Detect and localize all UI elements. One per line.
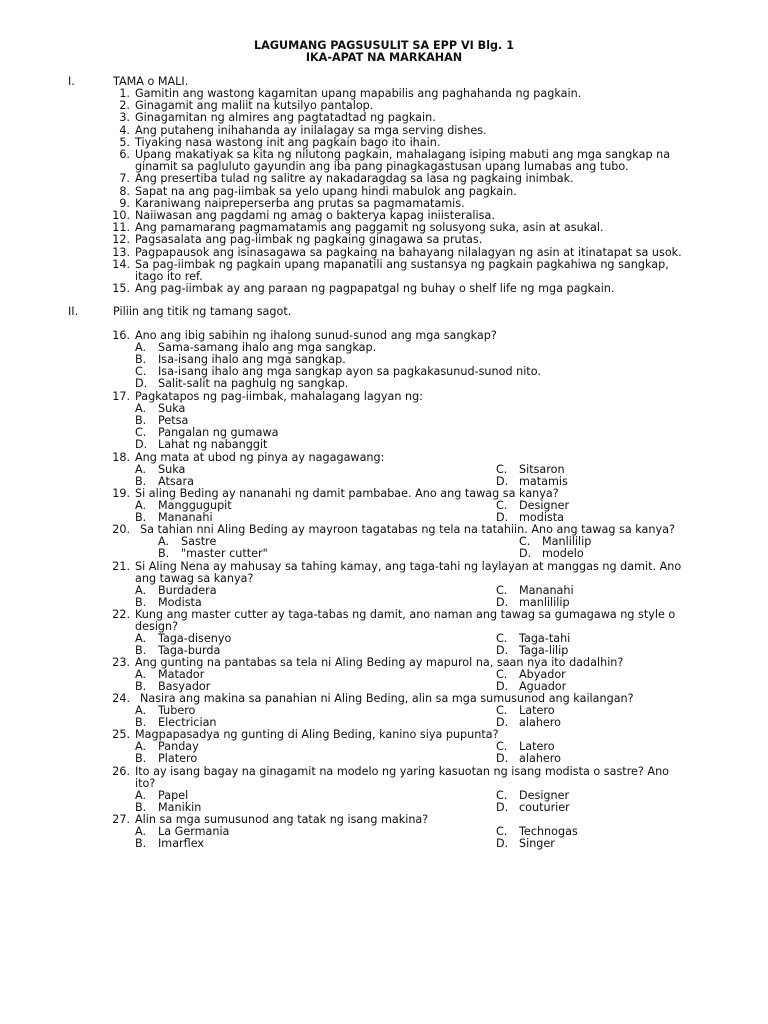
item-text: Naiiwasan ang pagdami ng amag o bakterya kapag iniisteralisa.: [135, 209, 495, 222]
choice-letter: A.: [135, 499, 147, 513]
choice-text: Abyador: [519, 668, 566, 682]
choice-letter: C.: [135, 365, 147, 379]
item-number: 10.: [112, 209, 130, 222]
choice-letter: A.: [135, 740, 147, 754]
item-number: 8.: [119, 184, 130, 198]
choice-letter: A.: [135, 668, 147, 682]
choice-text: Singer: [519, 837, 555, 851]
question-text: Kung ang master cutter ay taga-tabas ng damit, ano naman ang tawag sa gumagawa ng style o: [135, 608, 676, 621]
question-number: 26.: [112, 765, 130, 778]
question-text: Nasira ang makina sa panahian ni Aling Beding, alin sa mga sumusunod ang kailangan?: [140, 692, 634, 705]
question-number: 21.: [112, 560, 130, 573]
choice-letter: A.: [135, 789, 147, 803]
item-number: 6.: [119, 148, 130, 161]
choice-text: Sitsaron: [519, 463, 565, 477]
choice-letter: D.: [135, 377, 148, 391]
choice-text: Manlililip: [542, 535, 592, 549]
choice-text: couturier: [519, 801, 570, 815]
choice-letter: B.: [135, 414, 147, 428]
part-number: I.: [68, 75, 75, 88]
item-text: Pagsasalata ang pag-iimbak ng pagkaing ginagawa sa prutas.: [135, 233, 483, 247]
choice-text: La Germania: [158, 825, 230, 839]
item-number: 4.: [119, 123, 130, 137]
choice-letter: C.: [496, 499, 508, 513]
item-text: Sapat na ang pag-iimbak sa yelo upang hindi mabulok ang pagkain.: [135, 184, 517, 198]
question-text: Si Aling Nena ay mahusay sa tahing kamay, ang taga-tahi ng laylayan at manggas ng damit. Ano: [135, 560, 682, 573]
choice-text: Atsara: [158, 475, 194, 489]
choice-text: Manggugupit: [158, 499, 232, 513]
question-number: 25.: [112, 728, 130, 741]
choice-text: Isa-isang ihalo ang mga sangkap ayon sa pagkakasunud-sunod nito.: [158, 365, 541, 379]
choice-letter: C.: [496, 632, 508, 646]
question-number: 17.: [112, 390, 130, 403]
item-text: Ang putaheng inihahanda ay inilalagay sa mga serving dishes.: [135, 123, 487, 137]
item-number: 7.: [119, 172, 130, 186]
choice-letter: C.: [496, 463, 508, 477]
question-number: 19.: [112, 487, 130, 500]
choice-letter: A.: [158, 535, 170, 549]
choice-letter: B.: [135, 801, 147, 815]
item-text: Ang pamamarang pagmamatamis ang paggamit ng solusyong suka, asin at asukal.: [135, 221, 604, 235]
choice-letter: B.: [158, 547, 170, 561]
part-number: II.: [68, 305, 79, 318]
choice-letter: C.: [135, 426, 147, 440]
choice-letter: D.: [519, 547, 532, 561]
choice-text: Aguador: [519, 680, 567, 694]
choice-text: matamis: [519, 475, 568, 489]
choice-letter: A.: [135, 632, 147, 646]
choice-letter: D.: [496, 752, 509, 766]
choice-text: Basyador: [158, 680, 211, 694]
choice-text: alahero: [519, 752, 561, 766]
choice-text: Mananahi: [519, 584, 574, 598]
question-number: 23.: [112, 656, 130, 669]
choice-text: Imarflex: [158, 837, 205, 851]
item-number: 3.: [119, 111, 130, 125]
choice-letter: C.: [496, 704, 508, 718]
choice-letter: B.: [135, 353, 147, 367]
choice-text: Suka: [158, 402, 186, 416]
choice-text: Platero: [158, 752, 198, 766]
question-text: ang tawag sa kanya?: [135, 572, 254, 586]
question-text: Alin sa mga sumusunod ang tatak ng isang makina?: [135, 813, 429, 826]
item-text: ginamit sa pagluluto gayundin ang iba pang pinagkagastusan upang lumabas ang tubo.: [135, 160, 629, 174]
choice-text: alahero: [519, 716, 561, 730]
choice-letter: A.: [135, 402, 147, 416]
choice-letter: B.: [135, 511, 147, 525]
choice-text: Manikin: [158, 801, 202, 815]
item-text: Ang presertiba tulad ng salitre ay nakadaragdag sa lasa ng pagkaing inimbak.: [135, 172, 574, 186]
question-number: 24.: [112, 692, 130, 705]
part-heading: TAMA o MALI.: [113, 75, 189, 88]
choice-text: Electrician: [158, 716, 217, 730]
item-number: 13.: [112, 245, 130, 259]
choice-letter: D.: [496, 680, 509, 694]
choice-text: Tubero: [158, 704, 196, 718]
choice-letter: B.: [135, 837, 147, 851]
item-number: 14.: [112, 257, 130, 271]
choice-letter: C.: [496, 825, 508, 839]
question-text: Pagkatapos ng pag-iimbak, mahalagang lagyan ng:: [135, 390, 423, 403]
choice-text: Matador: [158, 668, 205, 682]
choice-text: modista: [519, 511, 565, 525]
question-number: 16.: [112, 329, 130, 342]
page-title: LAGUMANG PAGSUSULIT SA EPP VI Blg. 1: [254, 39, 514, 52]
choice-letter: D.: [496, 644, 509, 658]
choice-text: Burdadera: [158, 584, 217, 598]
choice-letter: C.: [496, 668, 508, 682]
choice-text: Pangalan ng gumawa: [158, 426, 279, 440]
choice-text: Modista: [158, 596, 202, 610]
choice-letter: D.: [496, 596, 509, 610]
choice-letter: A.: [135, 704, 147, 718]
question-text: Magpapasadya ng gunting di Aling Beding, kanino siya pupunta?: [135, 728, 499, 741]
choice-letter: C.: [519, 535, 531, 549]
choice-letter: B.: [135, 596, 147, 610]
question-text: Si aling Beding ay nananahi ng damit pambabae. Ano ang tawag sa kanya?: [135, 487, 559, 500]
choice-text: Taga-tahi: [519, 632, 571, 646]
item-text: Sa pag-iimbak ng pagkain upang mapanatili ang sustansya ng pagkain pagkahiwa ng sangkap,: [135, 257, 669, 271]
question-text: Ito ay isang bagay na ginagamit na modelo ng yaring kasuotan ng isang modista o sastre? Ano: [135, 765, 670, 778]
choice-text: Isa-isang ihalo ang mga sangkap.: [158, 353, 346, 367]
choice-letter: B.: [135, 644, 147, 658]
choice-letter: A.: [135, 825, 147, 839]
choice-letter: C.: [496, 789, 508, 803]
question-text: Ano ang ibig sabihin ng ihalong sunud-sunod ang mga sangkap?: [135, 329, 497, 342]
choice-text: Lahat ng nabanggit: [158, 438, 268, 452]
choice-text: Latero: [519, 740, 555, 754]
item-number: 1.: [119, 87, 130, 100]
choice-letter: A.: [135, 584, 147, 598]
choice-letter: D.: [135, 438, 148, 452]
choice-letter: C.: [496, 584, 508, 598]
item-text: Tiyaking nasa wastong init ang pagkain bago ito ihain.: [135, 135, 441, 149]
choice-letter: D.: [496, 511, 509, 525]
choice-text: Sama-samang ihalo ang mga sangkap.: [158, 341, 377, 355]
page-subtitle: IKA-APAT NA MARKAHAN: [305, 51, 463, 64]
item-number: 2.: [119, 99, 130, 113]
choice-text: Taga-lilip: [519, 644, 569, 658]
choice-text: Taga-disenyo: [158, 632, 232, 646]
choice-letter: B.: [135, 752, 147, 766]
choice-text: Salit-salit na paghulg ng sangkap.: [158, 377, 349, 391]
item-text: itago ito ref.: [135, 270, 203, 283]
item-text: Ginagamitan ng almires ang pagtatadtad ng pagkain.: [135, 111, 436, 125]
choice-text: Mananahi: [158, 511, 213, 525]
choice-text: Petsa: [158, 414, 189, 428]
item-number: 12.: [112, 233, 130, 247]
item-text: Upang makatiyak sa kita ng nilutong pagkain, mahalagang isiping mabuti ang mga sangkap na: [135, 148, 671, 161]
choice-letter: D.: [496, 801, 509, 815]
choice-text: Sastre: [181, 535, 217, 549]
item-text: Gamitin ang wastong kagamitan upang mapabilis ang paghahanda ng pagkain.: [135, 87, 582, 100]
choice-letter: A.: [135, 463, 147, 477]
choice-letter: A.: [135, 341, 147, 355]
choice-text: Papel: [158, 789, 189, 803]
choice-text: Designer: [519, 789, 570, 803]
question-number: 27.: [112, 813, 130, 826]
choice-text: Panday: [158, 740, 199, 754]
question-text: Ang mata at ubod ng pinya ay nagagawang:: [135, 451, 385, 464]
question-number: 22.: [112, 608, 130, 621]
choice-text: Latero: [519, 704, 555, 718]
choice-text: Suka: [158, 463, 186, 477]
choice-letter: D.: [496, 837, 509, 851]
question-number: 18.: [112, 451, 130, 464]
choice-text: modelo: [542, 547, 584, 561]
choice-letter: B.: [135, 475, 147, 489]
question-text: design?: [135, 620, 179, 634]
part-heading: Piliin ang titik ng tamang sagot.: [113, 305, 292, 318]
choice-text: Designer: [519, 499, 570, 513]
choice-letter: B.: [135, 680, 147, 694]
choice-text: Taga-burda: [158, 644, 221, 658]
item-number: 5.: [119, 135, 130, 149]
item-number: 11.: [112, 221, 130, 235]
choice-text: Technogas: [519, 825, 578, 839]
choice-letter: C.: [496, 740, 508, 754]
item-text: Pagpapausok ang isinasagawa sa pagkaing na bahayang nilalagyan ng asin at itinatapat sa usok.: [135, 245, 682, 259]
item-number: 15.: [112, 282, 130, 296]
question-number: 20.: [112, 523, 130, 536]
question-text: ito?: [135, 777, 156, 791]
choice-letter: D.: [496, 716, 509, 730]
item-number: 9.: [119, 196, 130, 210]
choice-text: manlililip: [519, 596, 570, 610]
item-text: Karaniwang naipreperserba ang prutas sa pagmamatamis.: [135, 196, 465, 210]
question-text: Ang gunting na pantabas sa tela ni Aling Beding ay mapurol na, saan nya ito dadalhin?: [135, 656, 624, 669]
question-text: Sa tahian nni Aling Beding ay mayroon tagatabas ng tela na tatahiin. Ano ang tawag sa kanya?: [140, 523, 675, 536]
item-text: Ginagamit ang maliit na kutsilyo pantalop.: [135, 99, 374, 113]
choice-letter: B.: [135, 716, 147, 730]
choice-letter: D.: [496, 475, 509, 489]
item-text: Ang pag-iimbak ay ang paraan ng pagpapatgal ng buhay o shelf life ng mga pagkain.: [135, 282, 615, 296]
choice-text: "master cutter": [181, 547, 268, 561]
